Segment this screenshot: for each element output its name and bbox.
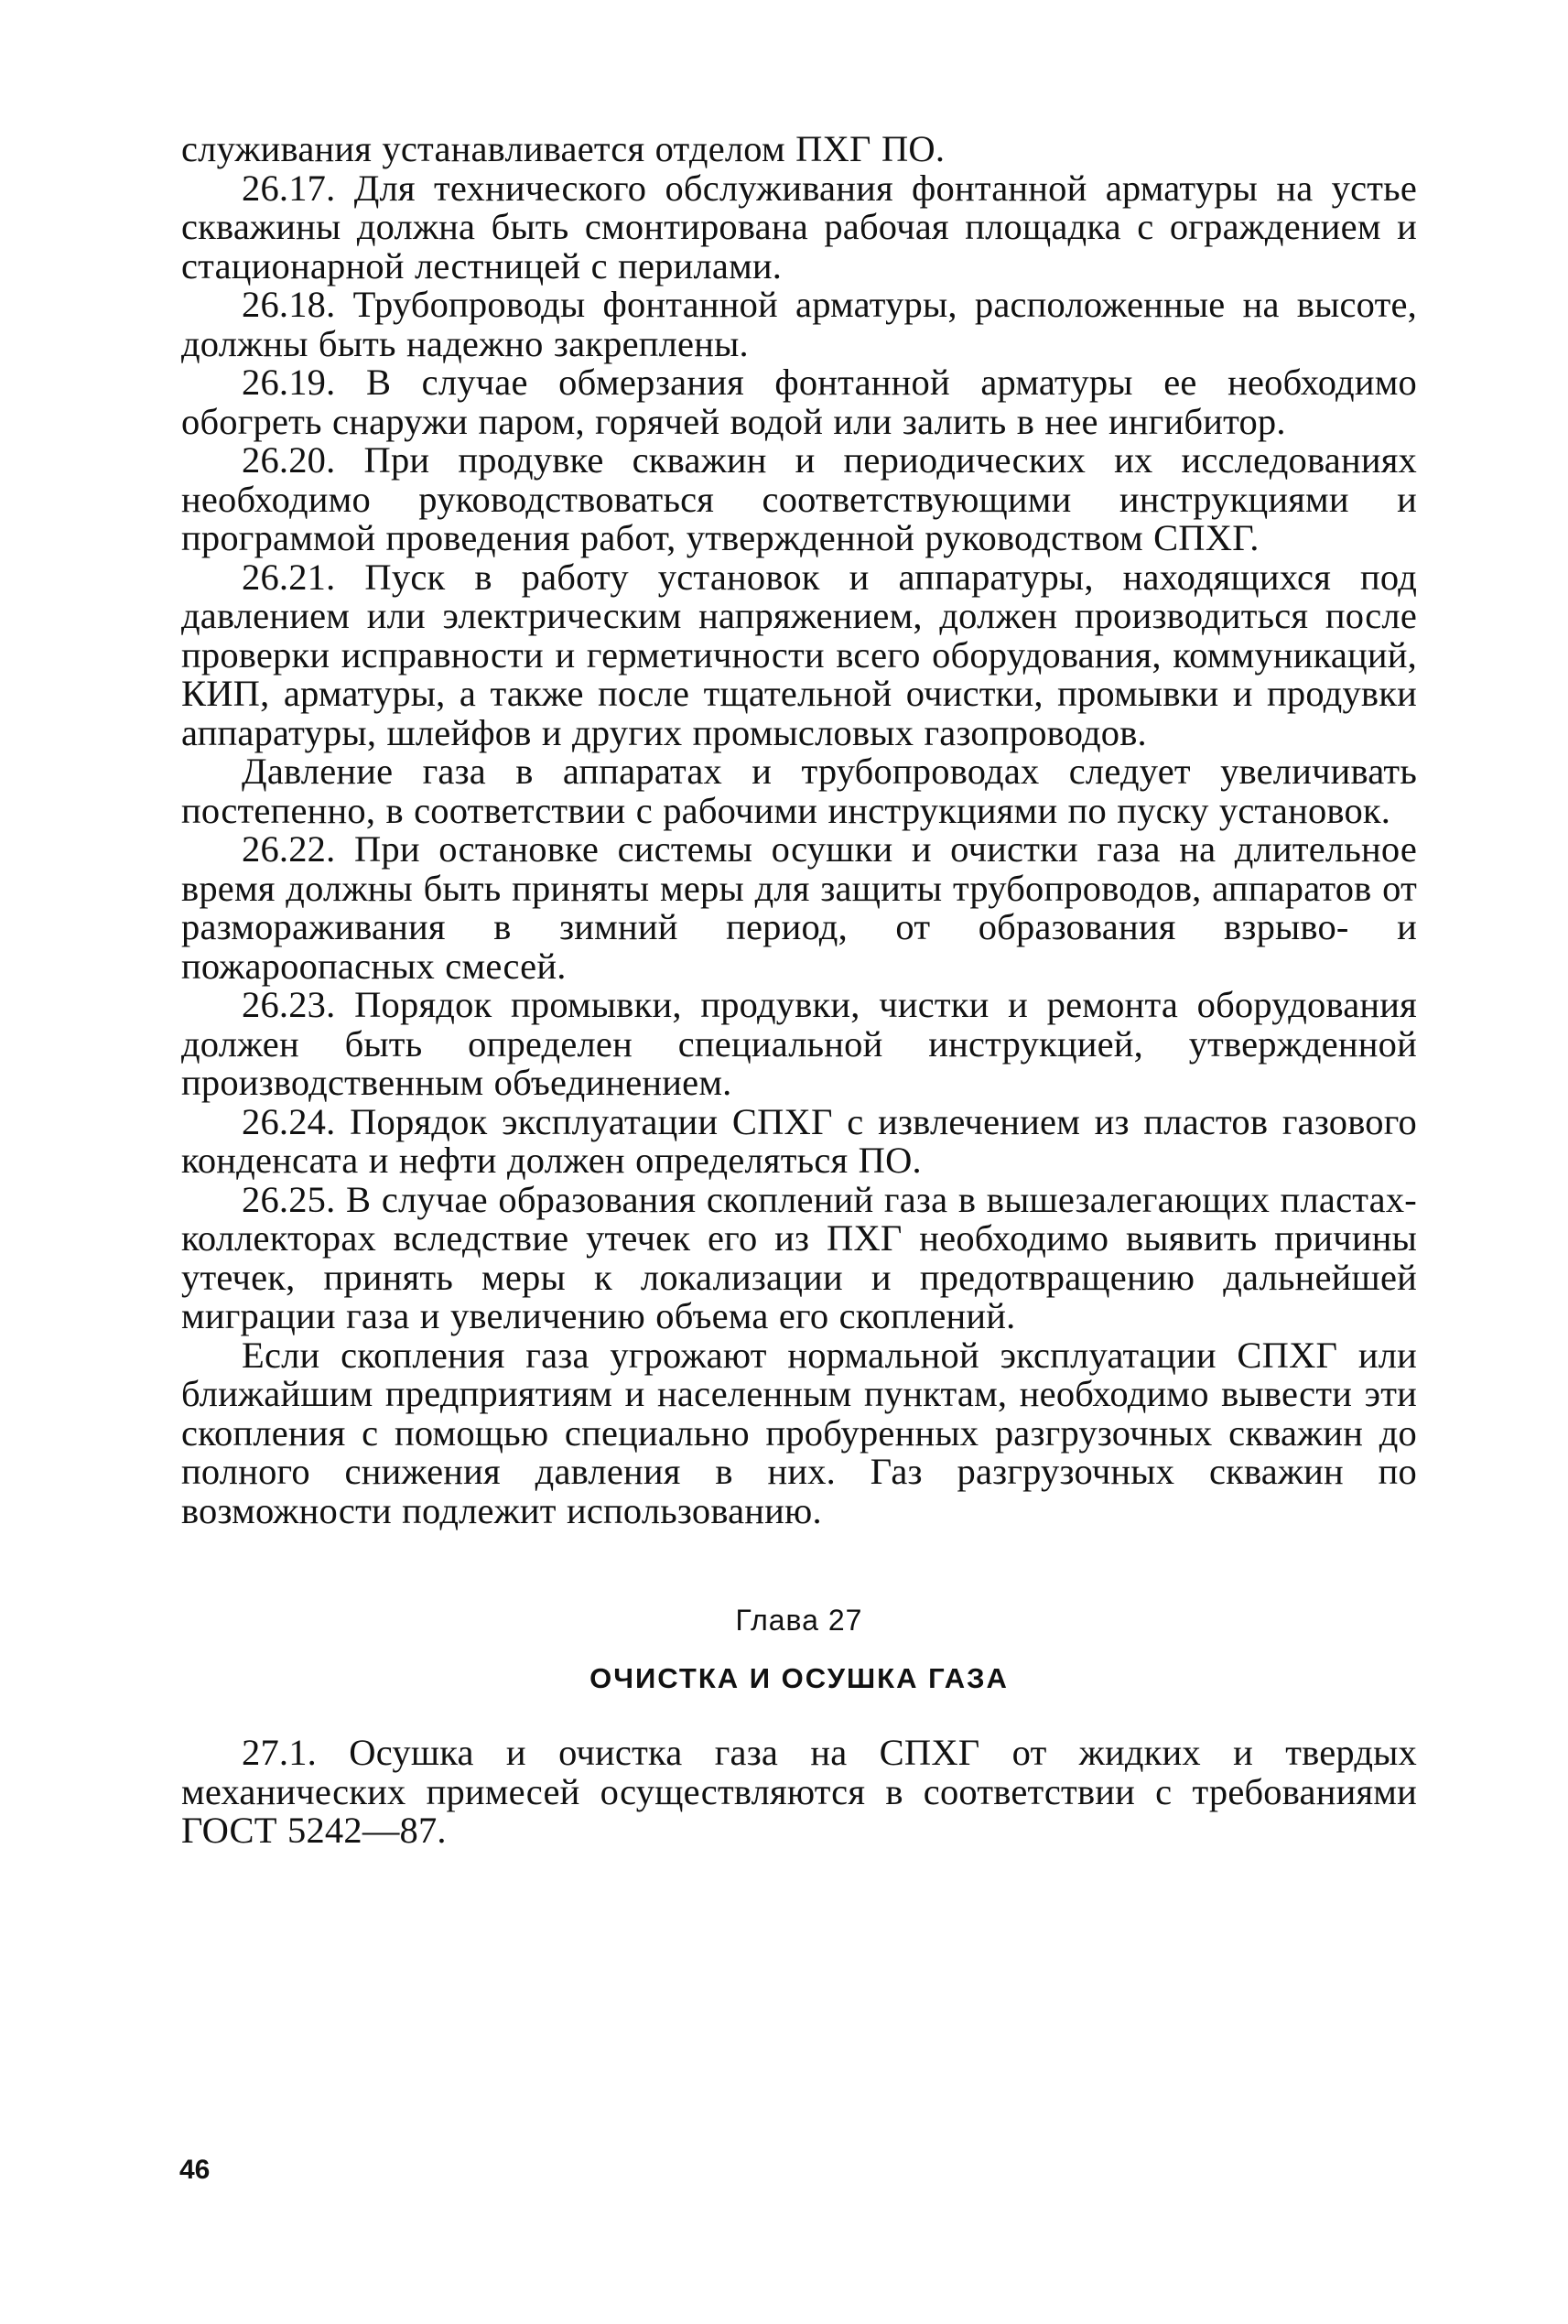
paragraph-continuation: служивания устанавливается отделом ПХГ ПО.	[181, 128, 946, 169]
chapter-title: ОЧИСТКА И ОСУШКА ГАЗА	[589, 1662, 1009, 1694]
paragraph-26-19: 26.19. В случае обмерзания фонтанной арматуры ее необходимо обогреть снаружи паром, горячей водой или залить в нее ингибитор.	[181, 362, 1417, 442]
paragraph-26-25: 26.25. В случае образования скоплений газа в вышезалегающих пластах-коллекторах вследствие утечек его из ПХГ необходимо выявить причины утечек, принять меры к локализации и предотвращению дальнейшей миграции газа и увеличению объема его скоплений.	[181, 1178, 1417, 1336]
paragraph-26-17: 26.17. Для технического обслуживания фонтанной арматуры на устье скважины должна быть смонтирована рабочая площадка с ограждением и стационарной лестницей с перилами.	[181, 167, 1417, 286]
paragraph-26-21-pressure: Давление газа в аппаратах и трубопроводах следует увеличивать постепенно, в соответствии с рабочими инструкциями по пуску установок.	[181, 751, 1417, 831]
chapter-number: Глава 27	[735, 1604, 863, 1637]
paragraph-26-20: 26.20. При продувке скважин и периодических их исследованиях необходимо руководствоваться соответствующими инструкциями и программой проведения работ, утвержденной руководством СПХГ.	[181, 439, 1417, 558]
paragraph-26-18: 26.18. Трубопроводы фонтанной арматуры, расположенные на высоте, должны быть надежно закреплены.	[181, 284, 1417, 364]
paragraph-27-1: 27.1. Осушка и очистка газа на СПХГ от жидких и твердых механических примесей осуществляются в соответствии с требованиями ГОСТ 5242—87.	[181, 1732, 1417, 1851]
paragraph-26-24: 26.24. Порядок эксплуатации СПХГ с извлечением из пластов газового конденсата и нефти должен определяться ПО.	[181, 1100, 1417, 1181]
paragraph-26-23: 26.23. Порядок промывки, продувки, чистки и ремонта оборудования должен быть определен специальной инструкцией, утвержденной производственным объединением.	[181, 984, 1417, 1103]
paragraph-26-21: 26.21. Пуск в работу установок и аппаратуры, находящихся под давлением или электрическим напряжением, должен производиться после проверки исправности и герметичности всего оборудования, коммуникаций, КИП, арматуры, а также после тщательной очистки, промывки и продувки аппаратуры, шлейфов и других промысловых газопроводов.	[181, 556, 1417, 753]
paragraph-26-22: 26.22. При остановке системы осушки и очистки газа на длительное время должны быть приняты меры для защиты трубопроводов, аппаратов от размораживания в зимний период, от образования взрыво- и пожароопасных смесей.	[181, 828, 1417, 987]
document-page	[181, 130, 1417, 1851]
paragraph-26-25-threat: Если скопления газа угрожают нормальной эксплуатации СПХГ или ближайшим предприятиям и населенным пунктам, необходимо вывести эти скопления с помощью специально пробуренных разгрузочных скважин до полного снижения давления в них. Газ разгрузочных скважин по возможности подлежит использованию.	[181, 1334, 1417, 1531]
page-number: 46	[179, 2155, 211, 2185]
